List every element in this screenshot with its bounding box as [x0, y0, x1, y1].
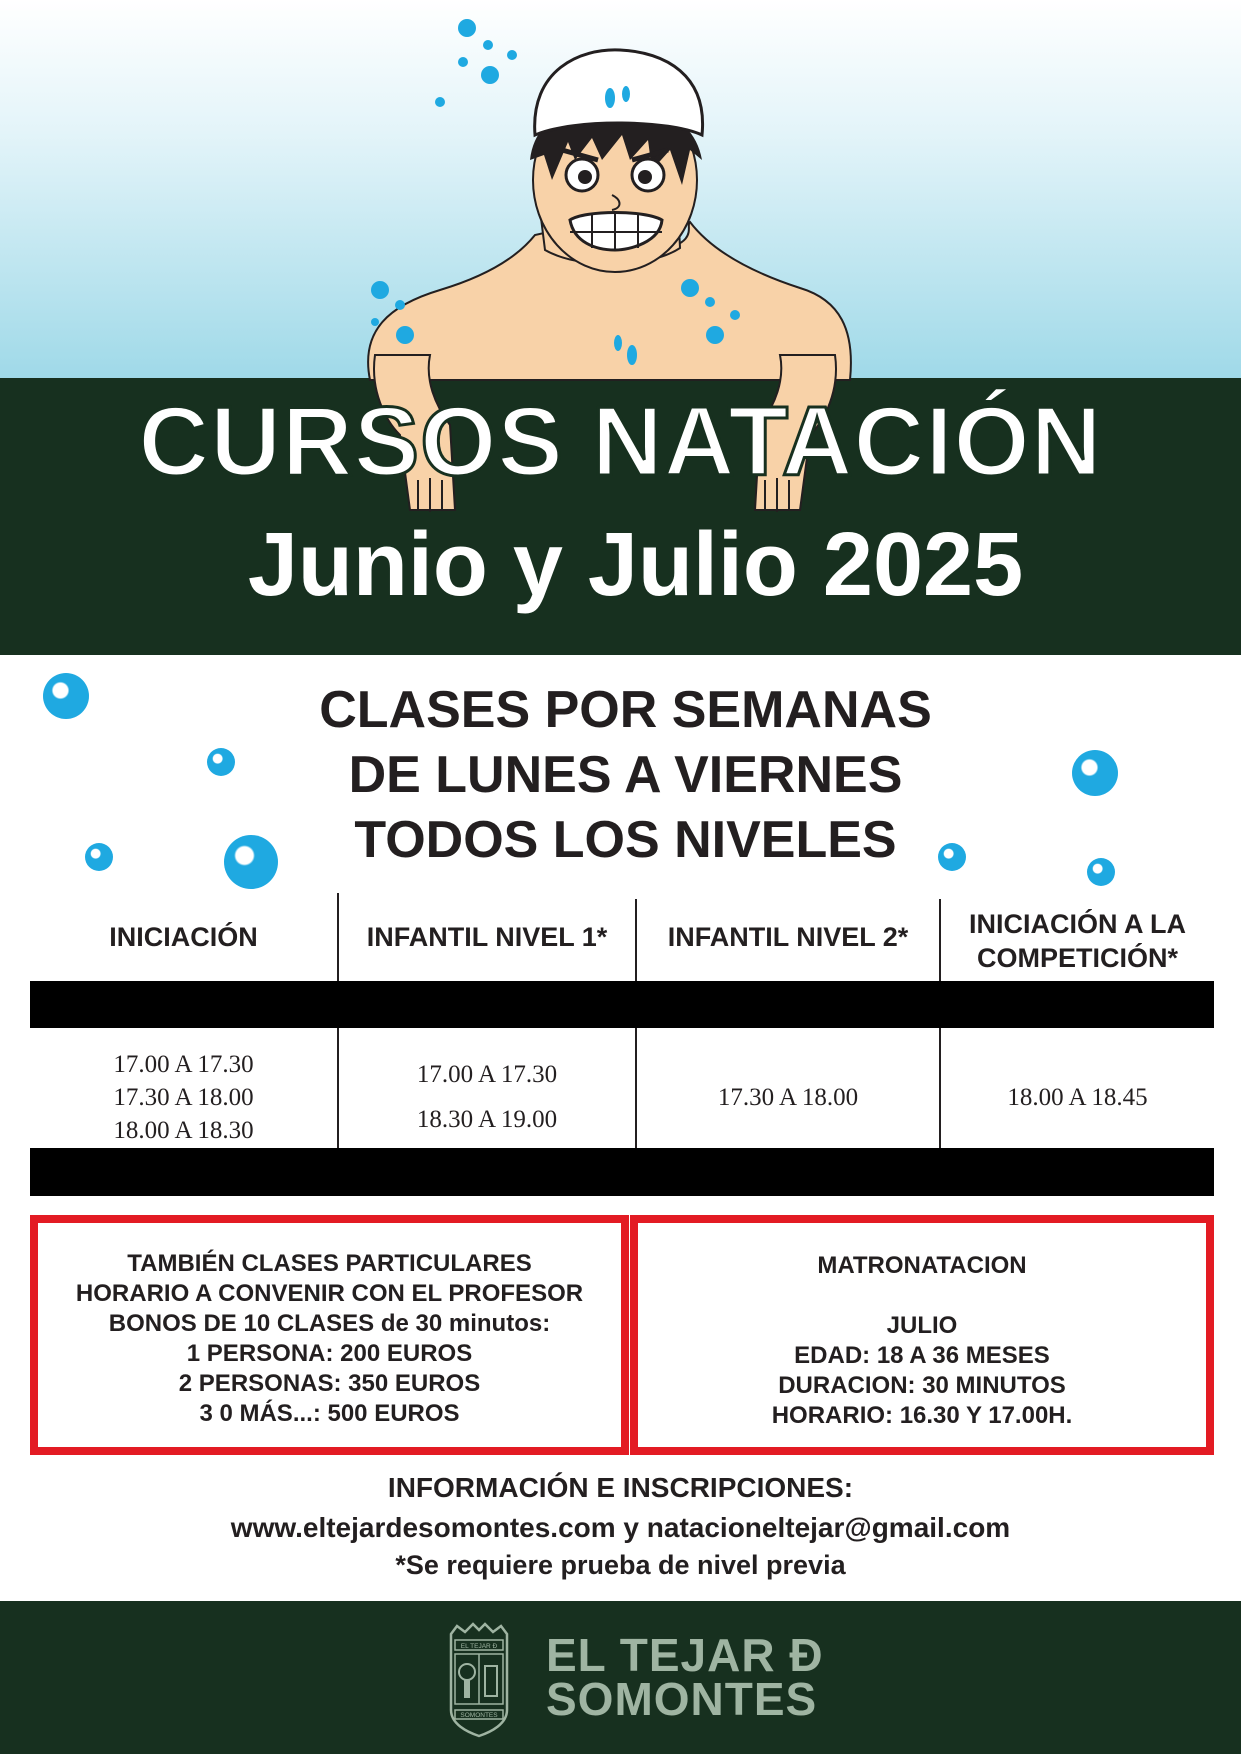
brand-line: EL TEJAR Đ — [546, 1629, 824, 1681]
column-header: INFANTIL NIVEL 1* — [366, 922, 608, 952]
contact-web-email[interactable]: www.eltejardesomontes.com y natacioneltejar@gmail.com — [230, 1512, 1011, 1543]
time-cell — [30, 1038, 337, 1156]
time-slot: 17.30 A 18.00 — [717, 1083, 859, 1111]
private-classes-line: 3 0 MÁS...: 500 EUROS — [199, 1400, 460, 1427]
class-info-heading — [0, 678, 1241, 873]
time-cell — [637, 1038, 939, 1156]
column-header: INICIACIÓN — [109, 922, 258, 952]
shield-top-text: EL TEJAR Đ — [460, 1643, 498, 1650]
matronatacion-line: DURACION: 30 MINUTOS — [778, 1372, 1066, 1399]
matronatacion-heading: MATRONATACION — [817, 1252, 1027, 1279]
club-brand — [546, 1629, 824, 1725]
bubble-icon — [1072, 750, 1118, 796]
table-bar — [30, 981, 1214, 1028]
column-header-text: INICIACIÓN A LA COMPETICIÓN* — [969, 909, 1186, 973]
contact-section — [0, 1468, 1241, 1582]
bubble-icon — [1087, 858, 1115, 886]
private-classes-heading: TAMBIÉN CLASES PARTICULARES — [127, 1250, 532, 1277]
class-info-line: DE LUNES A VIERNES — [348, 746, 903, 804]
time-cell — [941, 1038, 1214, 1156]
bubble-icon — [85, 843, 113, 871]
matronatacion-box — [630, 1215, 1214, 1455]
time-slot: 17.30 A 18.00 — [113, 1083, 254, 1111]
bubble-icon — [207, 748, 235, 776]
column-header: INFANTIL NIVEL 2* — [667, 922, 909, 952]
bubble-icon — [938, 843, 966, 871]
schedule-table — [30, 893, 1214, 1198]
time-slot: 18.30 A 19.00 — [416, 1106, 558, 1133]
shield-bottom-text: SOMONTES — [460, 1712, 498, 1719]
brand-line: SOMONTES — [546, 1673, 818, 1725]
matronatacion-line: JULIO — [886, 1312, 958, 1339]
main-subtitle: Junio y Julio 2025 — [247, 515, 1024, 615]
private-classes-line: BONOS DE 10 CLASES de 30 minutos: — [108, 1310, 551, 1337]
private-classes-box — [30, 1215, 629, 1455]
column-header — [941, 893, 1214, 985]
main-title: CURSOS NATACIÓN — [138, 386, 1103, 496]
matronatacion-line: HORARIO: 16.30 Y 17.00H. — [771, 1402, 1073, 1429]
private-classes-line: 1 PERSONA: 200 EUROS — [186, 1340, 473, 1367]
time-slot: 17.00 A 17.30 — [416, 1061, 558, 1088]
class-info-line: TODOS LOS NIVELES — [354, 811, 897, 869]
bubble-icon — [43, 673, 89, 719]
time-slot: 17.00 A 17.30 — [113, 1050, 254, 1078]
time-slot: 18.00 A 18.30 — [113, 1116, 254, 1144]
time-cell — [339, 1038, 635, 1156]
private-classes-line: 2 PERSONAS: 350 EUROS — [178, 1370, 481, 1397]
class-info-line: CLASES POR SEMANAS — [319, 681, 932, 739]
matronatacion-line: EDAD: 18 A 36 MESES — [794, 1342, 1050, 1369]
bubble-icon — [224, 835, 278, 889]
contact-heading: INFORMACIÓN E INSCRIPCIONES: — [387, 1472, 854, 1503]
club-shield-logo — [447, 1620, 511, 1738]
level-test-note: *Se requiere prueba de nivel previa — [395, 1550, 846, 1580]
time-slot: 18.00 A 18.45 — [1007, 1083, 1148, 1111]
private-classes-line: HORARIO A CONVENIR CON EL PROFESOR — [75, 1280, 584, 1307]
